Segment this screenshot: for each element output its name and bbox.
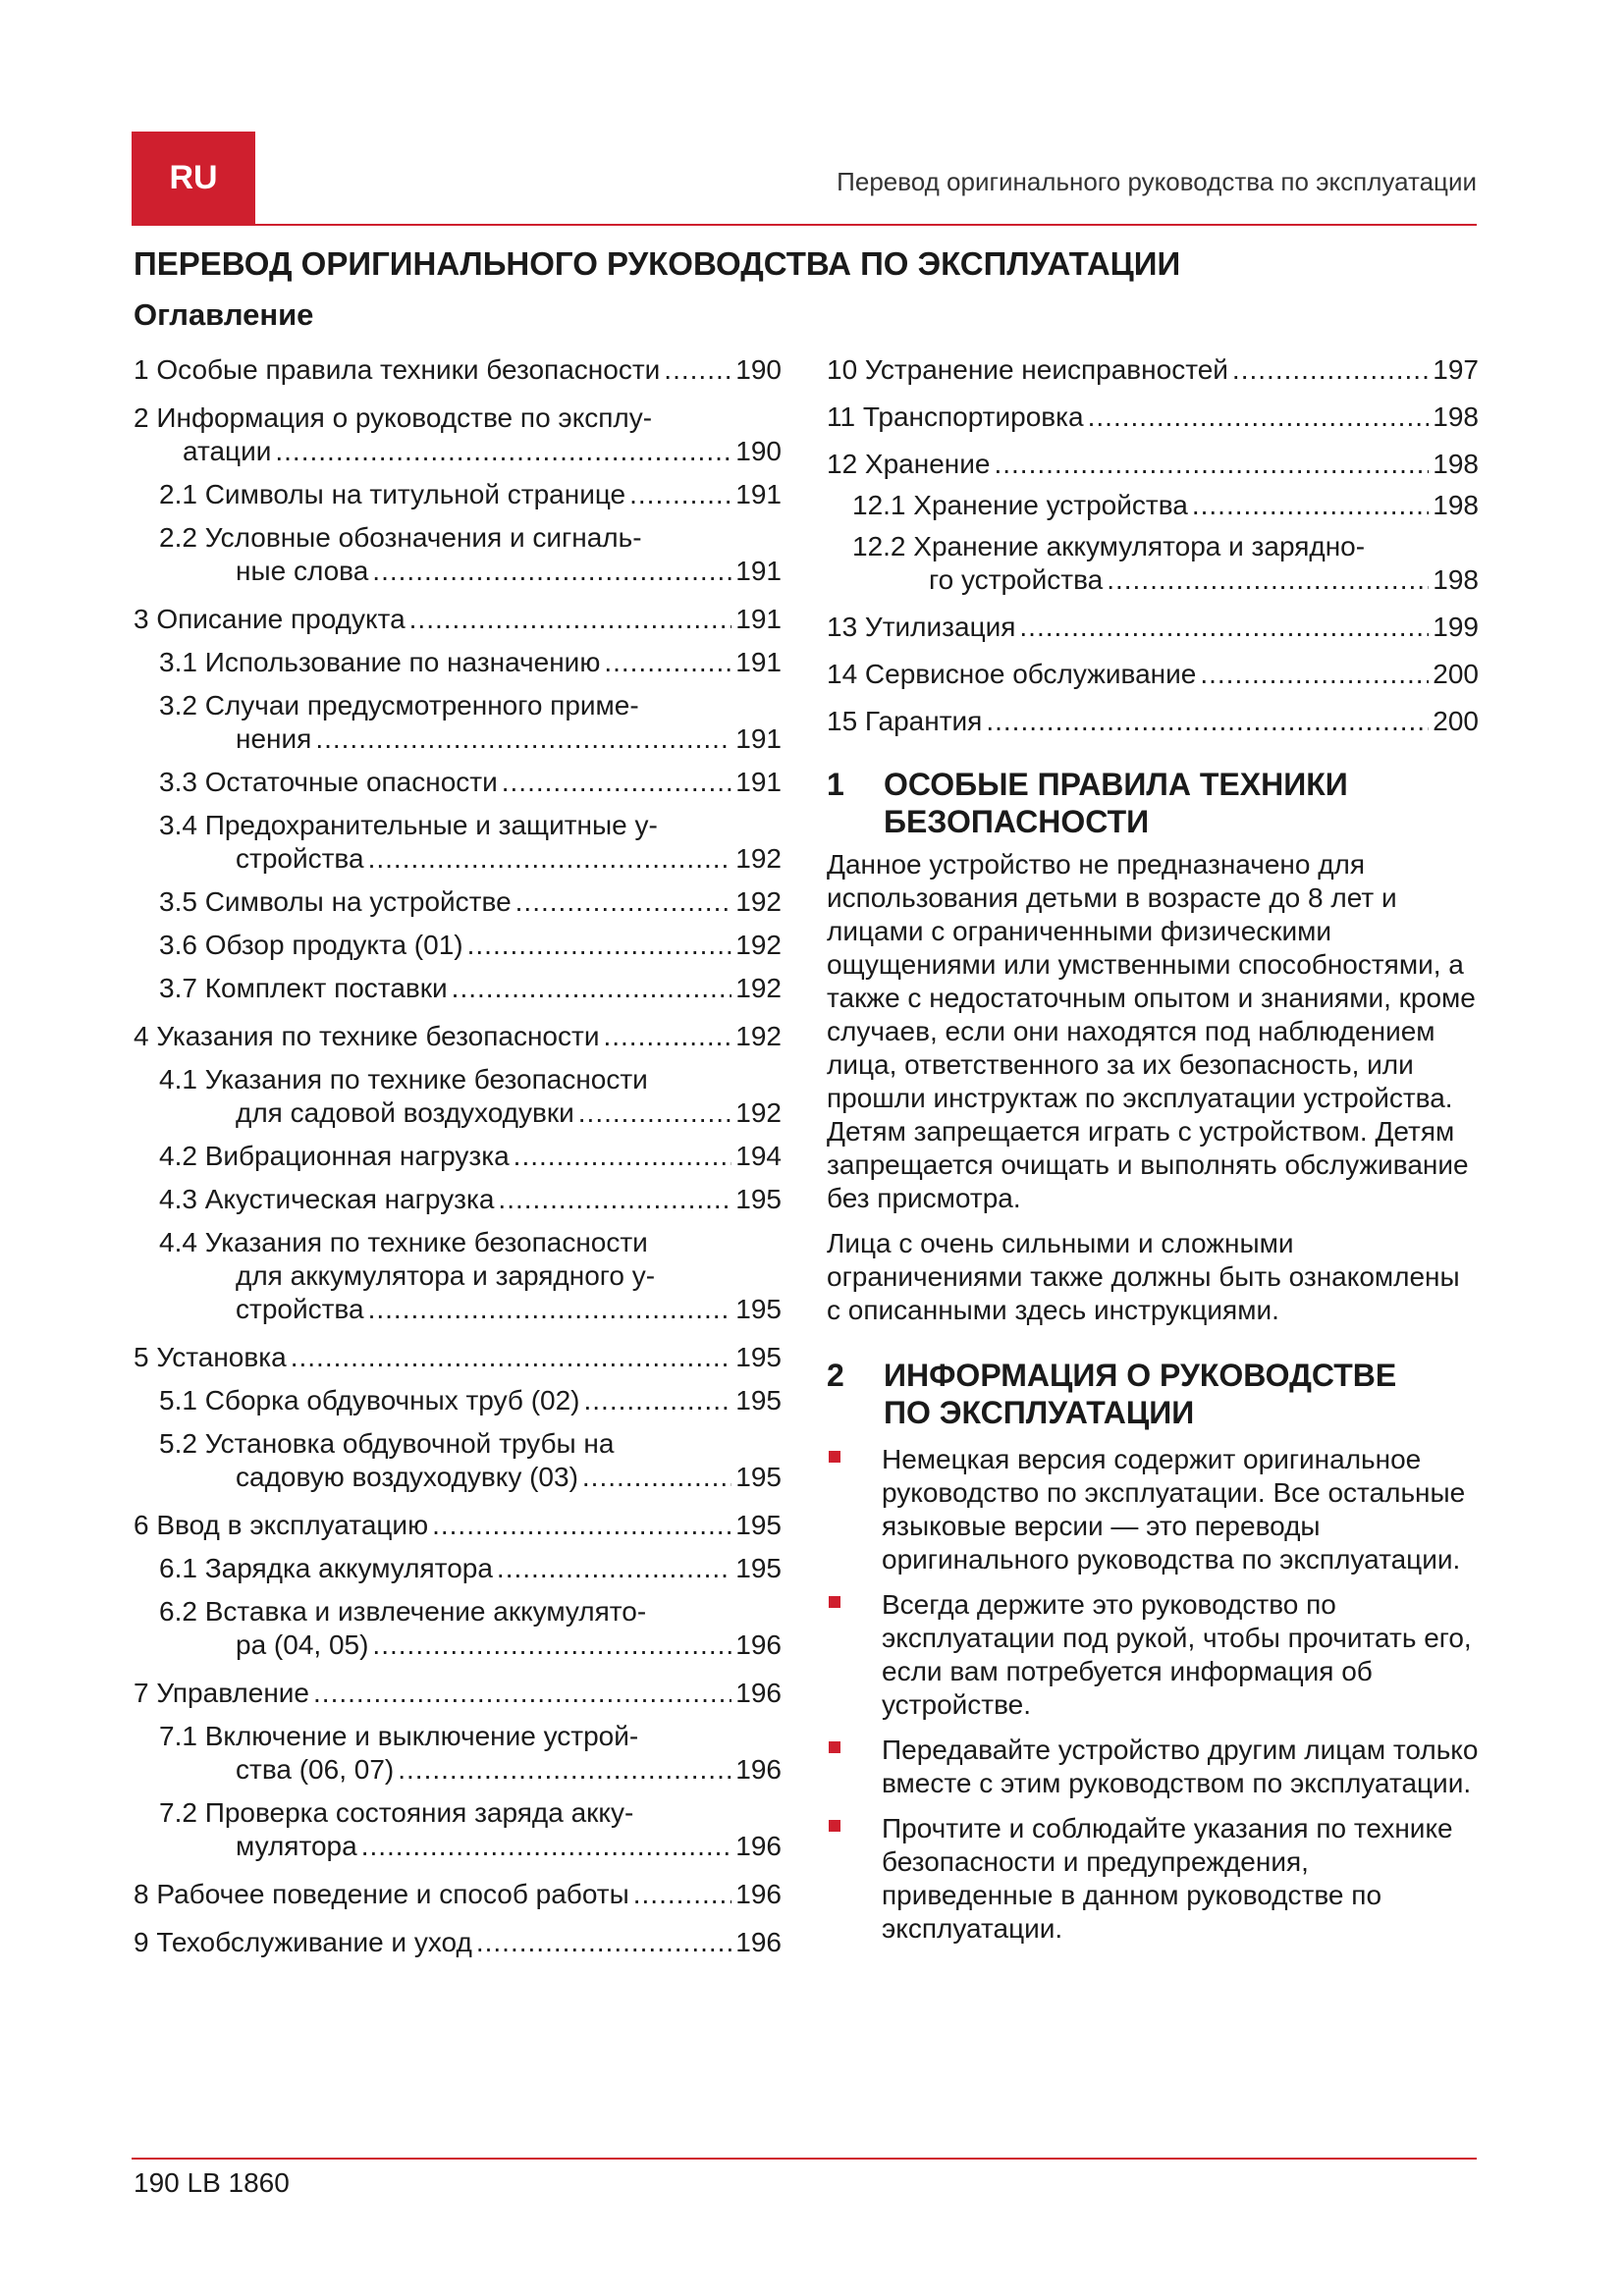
- toc-entry-text: стройства: [236, 843, 364, 874]
- toc-page-number: 191: [735, 604, 782, 634]
- toc-entry-text: стройства: [236, 1294, 364, 1324]
- toc-page-number: 190: [735, 354, 782, 385]
- section-2-title-line1: ИНФОРМАЦИЯ О РУКОВОДСТВЕ: [884, 1358, 1397, 1393]
- toc-entry[interactable]: [827, 658, 1479, 691]
- toc-page-number: 192: [735, 1097, 782, 1128]
- toc-entry-text: 3.2 Случаи предусмотренного приме-: [159, 690, 639, 721]
- toc-page-number: 195: [735, 1462, 782, 1492]
- toc-entry-text: 13 Утилизация: [827, 612, 1016, 642]
- toc-leader-dots: [291, 1341, 732, 1374]
- toc-entry[interactable]: [134, 766, 782, 799]
- toc-leader-dots: [1088, 400, 1430, 434]
- toc-leader-dots: [275, 435, 731, 468]
- red-square-bullet-icon: [829, 1741, 840, 1753]
- toc-page-number: 195: [735, 1553, 782, 1583]
- toc-leader-dots: [584, 1384, 732, 1417]
- list-item: [827, 1734, 1479, 1800]
- footer-divider: [132, 2158, 1477, 2160]
- toc-entry[interactable]: [134, 1878, 782, 1911]
- running-header-title: Перевод оригинального руководства по эксплуатации: [837, 167, 1477, 196]
- toc-entry[interactable]: [134, 1427, 782, 1494]
- section-1-title-line1: ОСОБЫЕ ПРАВИЛА ТЕХНИКИ: [884, 767, 1348, 802]
- toc-entry-text: 6.2 Вставка и извлечение аккумулято-: [159, 1596, 647, 1627]
- toc-entry[interactable]: [134, 478, 782, 511]
- right-column: [827, 353, 1479, 1946]
- toc-leader-dots: [368, 1293, 732, 1326]
- section-1-paragraph-1: Данное устройство не предназначено для использования детьми в возрасте до 8 лет и лицами с ограниченными физическими ощущениями или умственными способностями, а также с недостаточным опытом и знаниями, кроме случаев, если они находятся под наблюдением лица, ответственного за их безопасность, или прошли инструктаж по эксплуатации устройства. Детям запрещается играть с устройством. Детям запрещается очищать и выполнять обслуживание без присмотра.: [827, 849, 1476, 1213]
- toc-entry-text: 5.1 Сборка обдувочных труб (02): [159, 1385, 580, 1415]
- toc-page-number: 191: [735, 647, 782, 677]
- list-item-text: Прочтите и соблюдайте указания по технике безопасности и предупреждения, приведенные в данном руководстве по эксплуатации.: [882, 1813, 1453, 1944]
- section-1-title: [827, 766, 1479, 840]
- toc-page-number: 195: [735, 1184, 782, 1214]
- toc-page-number: 198: [1433, 564, 1479, 595]
- document-title: ПЕРЕВОД ОРИГИНАЛЬНОГО РУКОВОДСТВА ПО ЭКСПЛУАТАЦИИ: [134, 245, 1181, 282]
- list-item-text: Немецкая версия содержит оригинальное руководство по эксплуатации. Все остальные языковые версии — это переводы оригинального руководства по эксплуатации.: [882, 1444, 1466, 1575]
- toc-entry-text: 14 Сервисное обслуживание: [827, 659, 1197, 689]
- toc-entry-text: 2.1 Символы на титульной странице: [159, 479, 626, 509]
- toc-entry[interactable]: [134, 1595, 782, 1662]
- toc-entry-text: 7.2 Проверка состояния заряда акку-: [159, 1797, 634, 1828]
- toc-leader-dots: [514, 1140, 732, 1173]
- toc-entry[interactable]: [134, 689, 782, 756]
- toc-leader-dots: [476, 1926, 731, 1959]
- toc-entry-text: 3.6 Обзор продукта (01): [159, 930, 463, 960]
- toc-entry-text: 8 Рабочее поведение и способ работы: [134, 1879, 629, 1909]
- section-1: [827, 766, 1479, 1327]
- toc-entry-text: го устройства: [929, 564, 1104, 595]
- section-2: [827, 1357, 1479, 1946]
- toc-leader-dots: [398, 1753, 731, 1787]
- toc-entry-text: 3.7 Комплект поставки: [159, 973, 448, 1003]
- toc-entry-text: 5 Установка: [134, 1342, 287, 1372]
- section-2-number: 2: [827, 1358, 844, 1393]
- list-item-text: Передавайте устройство другим лицам только вместе с этим руководством по эксплуатации.: [882, 1735, 1479, 1798]
- toc-page-number: 200: [1433, 706, 1479, 736]
- toc-page-number: 200: [1433, 659, 1479, 689]
- toc-entry[interactable]: [827, 530, 1479, 597]
- section-2-title-line2: ПО ЭКСПЛУАТАЦИИ: [884, 1395, 1195, 1430]
- language-badge: [132, 132, 255, 224]
- toc-leader-dots: [372, 1629, 731, 1662]
- toc-entry[interactable]: [134, 1384, 782, 1417]
- toc-leader-dots: [629, 478, 731, 511]
- list-item-text: Всегда держите это руководство по эксплуатации под рукой, чтобы прочитать его, если вам потребуется информация об устройстве.: [882, 1589, 1472, 1720]
- section-1-title-line2: БЕЗОПАСНОСТИ: [884, 804, 1150, 839]
- toc-leader-dots: [368, 842, 732, 876]
- toc-entry[interactable]: [134, 972, 782, 1005]
- toc-page-number: 196: [735, 1927, 782, 1957]
- toc-entry-text: 4.4 Указания по технике безопасности: [159, 1227, 648, 1257]
- toc-leader-dots: [498, 1183, 731, 1216]
- toc-entry-text: 4.3 Акустическая нагрузка: [159, 1184, 495, 1214]
- toc-entry-text: ства (06, 07): [236, 1754, 395, 1785]
- toc-leader-dots: [313, 1677, 731, 1710]
- toc-entry-text: 3.3 Остаточные опасности: [159, 767, 498, 797]
- toc-leader-dots: [986, 705, 1429, 738]
- toc-leader-dots: [578, 1096, 732, 1130]
- toc-entry-text: ные слова: [236, 556, 369, 586]
- toc-entry-text: для аккумулятора и зарядного у-: [236, 1260, 656, 1291]
- toc-leader-dots: [315, 722, 731, 756]
- toc-entry[interactable]: [827, 448, 1479, 481]
- toc-entry[interactable]: [827, 489, 1479, 522]
- toc-entry-text: 10 Устранение неисправностей: [827, 354, 1228, 385]
- toc-entry-text: 4.1 Указания по технике безопасности: [159, 1064, 648, 1095]
- section-2-bullet-list: [827, 1443, 1479, 1946]
- toc-page-number: 196: [735, 1879, 782, 1909]
- toc-page-number: 195: [735, 1510, 782, 1540]
- toc-leader-dots: [502, 766, 732, 799]
- toc-entry[interactable]: [134, 603, 782, 636]
- toc-entry-text: 4 Указания по технике безопасности: [134, 1021, 600, 1051]
- toc-leader-dots: [1192, 489, 1429, 522]
- toc-leader-dots: [409, 603, 732, 636]
- toc-leader-dots: [582, 1461, 731, 1494]
- toc-entry-text: 6 Ввод в эксплуатацию: [134, 1510, 429, 1540]
- toc-page-number: 196: [735, 1831, 782, 1861]
- toc-entry-text: 9 Техобслуживание и уход: [134, 1927, 472, 1957]
- toc-page-number: 191: [735, 723, 782, 754]
- toc-entry[interactable]: [134, 1720, 782, 1787]
- toc-entry-text: для садовой воздуходувки: [236, 1097, 574, 1128]
- toc-entry-text: 7.1 Включение и выключение устрой-: [159, 1721, 639, 1751]
- toc-entry[interactable]: [134, 929, 782, 962]
- toc-page-number: 195: [735, 1294, 782, 1324]
- toc-entry-text: нения: [236, 723, 312, 754]
- toc-page-number: 192: [735, 930, 782, 960]
- toc-leader-dots: [1107, 563, 1429, 597]
- toc-page-number: 192: [735, 1021, 782, 1051]
- toc-page-number: 190: [735, 436, 782, 466]
- toc-entry[interactable]: [134, 1796, 782, 1863]
- toc-entry-text: ра (04, 05): [236, 1629, 369, 1660]
- toc-page-number: 198: [1433, 490, 1479, 520]
- section-1-number: 1: [827, 767, 844, 802]
- toc-entry-text: 3.1 Использование по назначению: [159, 647, 601, 677]
- toc-entry[interactable]: [134, 646, 782, 679]
- toc-page-number: 194: [735, 1141, 782, 1171]
- section-1-paragraph-2: Лица с очень сильными и сложными ограничениями также должны быть ознакомлены с описанными здесь инструкциями.: [827, 1228, 1460, 1325]
- toc-leader-dots: [664, 353, 731, 387]
- toc-entry[interactable]: [827, 400, 1479, 434]
- page-footer: 190 LB 1860: [134, 2167, 290, 2198]
- toc-entry-text: 5.2 Установка обдувочной трубы на: [159, 1428, 615, 1459]
- toc-page-number: 192: [735, 843, 782, 874]
- toc-entry-text: 2.2 Условные обозначения и сигналь-: [159, 522, 642, 553]
- toc-entry-text: атации: [183, 436, 272, 466]
- header-divider: [132, 224, 1477, 226]
- toc-page-number: 199: [1433, 612, 1479, 642]
- toc-left-column: [134, 353, 782, 1969]
- toc-entry[interactable]: [134, 1677, 782, 1710]
- toc-leader-dots: [515, 885, 732, 919]
- toc-entry[interactable]: [134, 885, 782, 919]
- toc-leader-dots: [1200, 658, 1429, 691]
- toc-leader-dots: [452, 972, 732, 1005]
- red-square-bullet-icon: [829, 1820, 840, 1832]
- toc-entry[interactable]: [134, 1552, 782, 1585]
- toc-entry-text: мулятора: [236, 1831, 357, 1861]
- toc-entry-text: 15 Гарантия: [827, 706, 983, 736]
- red-square-bullet-icon: [829, 1451, 840, 1463]
- toc-leader-dots: [633, 1878, 732, 1911]
- toc-entry-text: 2 Информация о руководстве по эксплу-: [134, 402, 653, 433]
- toc-leader-dots: [603, 1020, 731, 1053]
- list-item: [827, 1588, 1479, 1722]
- toc-page-number: 191: [735, 767, 782, 797]
- toc-entry[interactable]: [134, 809, 782, 876]
- toc-entry-text: 11 Транспортировка: [827, 401, 1084, 432]
- red-square-bullet-icon: [829, 1596, 840, 1608]
- toc-entry-text: 3 Описание продукта: [134, 604, 406, 634]
- list-item: [827, 1443, 1479, 1576]
- toc-leader-dots: [432, 1509, 731, 1542]
- toc-entry-text: 4.2 Вибрационная нагрузка: [159, 1141, 510, 1171]
- toc-entry[interactable]: [134, 353, 782, 387]
- toc-entry-text: 1 Особые правила техники безопасности: [134, 354, 661, 385]
- toc-page-number: 196: [735, 1754, 782, 1785]
- toc-leader-dots: [1019, 611, 1429, 644]
- toc-entry[interactable]: [134, 1183, 782, 1216]
- toc-leader-dots: [994, 448, 1429, 481]
- toc-entry-text: садовую воздуходувку (03): [236, 1462, 578, 1492]
- toc-leader-dots: [467, 929, 732, 962]
- list-item: [827, 1812, 1479, 1946]
- toc-entry[interactable]: [134, 521, 782, 588]
- toc-entry-text: 12.2 Хранение аккумулятора и зарядно-: [852, 531, 1366, 561]
- toc-entry-text: 12 Хранение: [827, 449, 991, 479]
- toc-page-number: 191: [735, 479, 782, 509]
- toc-right-list: [827, 353, 1479, 738]
- toc-entry[interactable]: [134, 1341, 782, 1374]
- toc-page-number: 192: [735, 886, 782, 917]
- toc-entry[interactable]: [134, 1063, 782, 1130]
- toc-leader-dots: [1232, 353, 1429, 387]
- toc-entry-text: 6.1 Зарядка аккумулятора: [159, 1553, 493, 1583]
- toc-entry[interactable]: [134, 1020, 782, 1053]
- toc-entry[interactable]: [827, 611, 1479, 644]
- toc-page-number: 198: [1433, 401, 1479, 432]
- toc-entry[interactable]: [134, 1509, 782, 1542]
- section-2-title: [827, 1357, 1479, 1431]
- toc-entry[interactable]: [827, 353, 1479, 387]
- toc-page-number: 196: [735, 1678, 782, 1708]
- toc-page-number: 195: [735, 1385, 782, 1415]
- toc-page-number: 198: [1433, 449, 1479, 479]
- toc-entry-text: 7 Управление: [134, 1678, 310, 1708]
- toc-leader-dots: [361, 1830, 732, 1863]
- toc-page-number: 196: [735, 1629, 782, 1660]
- toc-entry-text: 12.1 Хранение устройства: [852, 490, 1188, 520]
- toc-entry[interactable]: [134, 1926, 782, 1959]
- toc-heading: Оглавление: [134, 297, 314, 332]
- toc-entry[interactable]: [134, 1226, 782, 1326]
- toc-entry-text: 3.5 Символы на устройстве: [159, 886, 512, 917]
- toc-entry[interactable]: [134, 401, 782, 468]
- toc-entry[interactable]: [827, 705, 1479, 738]
- toc-page-number: 191: [735, 556, 782, 586]
- toc-leader-dots: [604, 646, 731, 679]
- toc-leader-dots: [372, 555, 731, 588]
- language-badge-label: RU: [169, 158, 218, 196]
- toc-leader-dots: [497, 1552, 731, 1585]
- toc-page-number: 195: [735, 1342, 782, 1372]
- toc-entry[interactable]: [134, 1140, 782, 1173]
- toc-page-number: 192: [735, 973, 782, 1003]
- toc-page-number: 197: [1433, 354, 1479, 385]
- toc-entry-text: 3.4 Предохранительные и защитные у-: [159, 810, 658, 840]
